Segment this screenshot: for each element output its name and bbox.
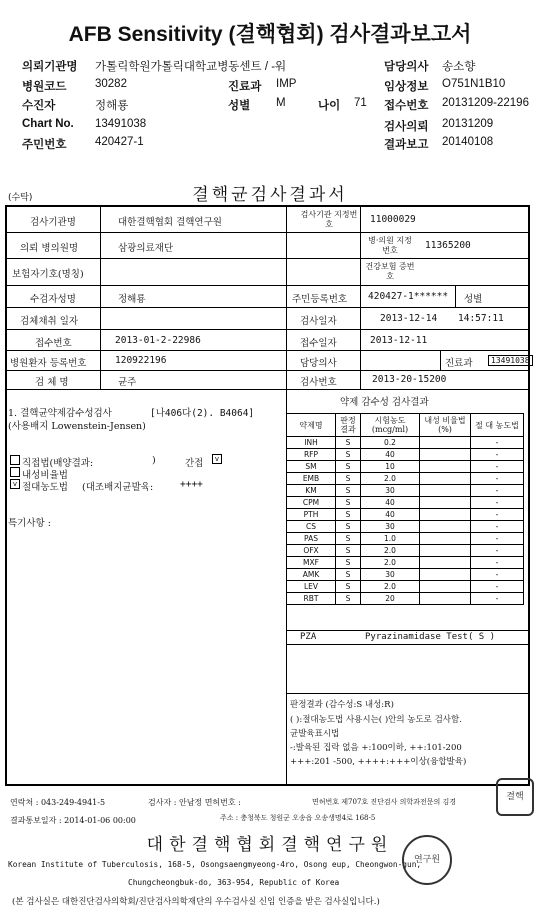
lab-name: 대한결핵협회 결핵연구원 (118, 217, 222, 228)
field-label: 성별 (228, 100, 251, 112)
field-label: 의뢰기관명 (22, 61, 78, 73)
lab-reg: 11000029 (370, 214, 416, 225)
field-value: 가톨릭학원가톨릭대학교병동센트 / -워 (95, 61, 287, 73)
field-label: 진료과 (228, 81, 262, 93)
footer-address-en-2: Chungcheongbuk-do, 363-954, Republic of Korea (128, 878, 340, 887)
special-notes-label: 특기사항 : (8, 518, 51, 529)
drug-row (287, 593, 524, 605)
drug-cell-ratio (420, 497, 471, 509)
hosp-reg-label: 병원환자 등록번호 (10, 358, 87, 369)
drug-cell-abs: - (471, 449, 524, 461)
drug-cell-ratio (420, 509, 471, 521)
drug-cell-result: S (336, 593, 361, 605)
drug-row (287, 545, 524, 557)
divider (5, 258, 530, 259)
field-value: IMP (276, 78, 297, 90)
insurance-label: 보험자기호(명칭) (12, 269, 84, 280)
drug-cell-result: S (336, 557, 361, 569)
field-value: 13491038 (95, 118, 147, 130)
divider (5, 329, 530, 330)
drug-cell-result: S (336, 509, 361, 521)
direct-method-close: ) (152, 455, 156, 466)
test-date-label: 검사일자 (300, 316, 337, 327)
divider (5, 232, 530, 233)
patient-label: 수검자성명 (30, 294, 76, 305)
scan-title: 결핵균검사결과서 (192, 185, 348, 205)
field-value: 정해룡 (95, 100, 129, 112)
divider (5, 350, 530, 351)
drug-cell-result: S (336, 581, 361, 593)
report-title: AFB Sensitivity (결핵협회) 검사결과보고서 (68, 23, 472, 46)
drug-cell-drug: CPM (287, 497, 336, 509)
field-value: 20131209-22196 (442, 97, 529, 109)
drug-cell-result: S (336, 461, 361, 473)
specimen-label: 검 체 명 (35, 377, 69, 388)
report-header-info (0, 54, 540, 154)
lab-name-label: 검사기관명 (30, 217, 76, 228)
ins-cert-label: 건강보험 증번호 (365, 262, 415, 281)
footer-address-en-1: Korean Institute of Tuberculosis, 168-5, Osongsaengmyeong-4ro, Osong eup, Cheongwon-gun, (8, 860, 422, 869)
drug-cell-abs: - (471, 557, 524, 569)
drug-cell-result: S (336, 485, 361, 497)
field-value: 송소향 (442, 61, 476, 73)
drug-cell-ratio (420, 581, 471, 593)
drug-cell-conc: 10 (361, 461, 420, 473)
drug-row (287, 497, 524, 509)
drug-cell-conc: 1.0 (361, 533, 420, 545)
drug-cell-drug: CS (287, 521, 336, 533)
drug-row (287, 581, 524, 593)
form-number: (수탁) (8, 193, 33, 203)
field-value: M (276, 97, 286, 109)
field-value: O751N1B10 (442, 78, 506, 90)
drug-cell-abs: - (471, 593, 524, 605)
drug-cell-conc: 2.0 (361, 581, 420, 593)
drug-cell-result: S (336, 521, 361, 533)
drug-cell-ratio (420, 437, 471, 449)
growth-value: ++++ (180, 479, 203, 490)
drug-cell-conc: 2.0 (361, 557, 420, 569)
drug-cell-conc: 2.0 (361, 473, 420, 485)
exam-no: 2013-20-15200 (372, 374, 447, 385)
drug-cell-drug: RFP (287, 449, 336, 461)
footer-license: 면허번호 제707호 진단검사 의학과전문의 김경 (312, 798, 456, 806)
direct-method-checkbox (10, 455, 20, 465)
legend-2: ( ):절대농도법 사용시는( )안의 농도로 검사함. (290, 715, 462, 725)
field-value: 71 (354, 97, 367, 109)
drug-cell-abs: - (471, 473, 524, 485)
test-time: 14:57:11 (458, 313, 504, 324)
drug-cell-drug: INH (287, 437, 336, 449)
drug-cell-conc: 30 (361, 569, 420, 581)
drug-cell-drug: LEV (287, 581, 336, 593)
sensitivity-table (286, 413, 524, 605)
divider (100, 207, 101, 389)
abs-method-detail: (대조배지균발육: (82, 482, 154, 493)
sex-label: 성별 (464, 294, 483, 305)
divider (5, 285, 530, 286)
col-drug: 약제명 (287, 414, 336, 437)
field-label: 담당의사 (384, 61, 429, 73)
field-label: 검사의뢰 (384, 121, 429, 133)
divider (360, 207, 361, 389)
field-value: 20131209 (442, 118, 494, 130)
drug-cell-drug: AMK (287, 569, 336, 581)
divider (440, 350, 441, 370)
field-label: 임상정보 (384, 81, 429, 93)
test-item-code: [나406다(2). B4064] (150, 408, 255, 419)
round-stamp: 연구원 (402, 835, 452, 885)
exam-no-label: 검사번호 (300, 377, 337, 388)
divider (286, 630, 530, 631)
legend-4: -:발육된 집락 없음 +:100이하, ++:101-200 (290, 743, 462, 753)
drug-cell-conc: 20 (361, 593, 420, 605)
drug-cell-abs: - (471, 581, 524, 593)
lab-reg-label: 검사기관 지정번호 (300, 210, 358, 229)
field-label: 나이 (318, 100, 341, 112)
drug-cell-ratio (420, 461, 471, 473)
drug-cell-result: S (336, 497, 361, 509)
field-value: 420427-1 (95, 136, 144, 148)
doctor-label: 담당의사 (300, 358, 337, 369)
footer-certification: (본 검사실은 대한진단검사의학회/진단검사의학재단의 우수검사실 신임 인증을 받은 검사실입니다.) (12, 897, 380, 907)
sensitivity-title: 약제 감수성 검사결과 (340, 397, 429, 408)
drug-cell-result: S (336, 473, 361, 485)
drug-cell-conc: 2.0 (361, 545, 420, 557)
field-label: 결과보고 (384, 139, 429, 151)
col-ratio: 내성 비율법(%) (420, 414, 471, 437)
collect-date-label: 검체채취 일자 (20, 316, 79, 327)
hosp-reg: 120922196 (115, 355, 167, 366)
drug-cell-drug: MXF (287, 557, 336, 569)
indirect-method-checkbox: v (212, 454, 222, 464)
test-item: 1. 결핵균약제감수성검사 (8, 408, 112, 419)
accept-date: 2013-12-11 (370, 335, 428, 346)
drug-row (287, 437, 524, 449)
drug-cell-abs: - (471, 485, 524, 497)
pza-value: Pyrazinamidase Test( S ) (365, 632, 496, 642)
field-label: 병원코드 (22, 81, 67, 93)
field-label: 수진자 (22, 100, 56, 112)
drug-cell-conc: 30 (361, 485, 420, 497)
field-label: 접수번호 (384, 100, 429, 112)
drug-cell-drug: PTH (287, 509, 336, 521)
drug-cell-abs: - (471, 521, 524, 533)
footer-phone: 연락처 : 043-249-4941-5 (10, 798, 106, 807)
drug-row (287, 461, 524, 473)
drug-cell-result: S (336, 545, 361, 557)
divider (5, 370, 530, 371)
divider (455, 285, 456, 307)
drug-cell-ratio (420, 473, 471, 485)
field-value: 20140108 (442, 136, 494, 148)
accept-no-label: 접수번호 (35, 338, 72, 349)
patient-name: 정해룡 (118, 294, 146, 305)
drug-cell-conc: 0.2 (361, 437, 420, 449)
divider (5, 307, 530, 308)
drug-cell-drug: PAS (287, 533, 336, 545)
drug-cell-ratio (420, 593, 471, 605)
seal-stamp: 결핵 (496, 778, 534, 816)
chart-label: 진료과 (445, 358, 473, 369)
drug-cell-ratio (420, 449, 471, 461)
drug-cell-conc: 40 (361, 449, 420, 461)
drug-cell-ratio (420, 557, 471, 569)
drug-cell-ratio (420, 521, 471, 533)
rrn-label: 주민등록번호 (292, 294, 348, 305)
accept-no: 2013-01-2-22986 (115, 335, 201, 346)
drug-cell-abs: - (471, 437, 524, 449)
drug-cell-conc: 40 (361, 497, 420, 509)
legend-5: +++:201 -500, ++++:+++이상(융합발육) (290, 757, 467, 767)
req-reg: 11365200 (425, 240, 471, 251)
specimen: 균주 (118, 377, 137, 388)
divider (5, 389, 530, 390)
drug-cell-conc: 40 (361, 509, 420, 521)
abs-method-label: 절대농도법 (22, 482, 68, 493)
pza-label: PZA (300, 632, 317, 642)
drug-cell-result: S (336, 569, 361, 581)
ratio-method-checkbox (10, 467, 20, 477)
test-method: (사용배지 Lowenstein-Jensen) (8, 421, 146, 432)
req-reg-label: 병·의원 지정번호 (368, 236, 412, 255)
drug-cell-abs: - (471, 533, 524, 545)
drug-cell-drug: RBT (287, 593, 336, 605)
drug-cell-ratio (420, 545, 471, 557)
indirect-method-label: 간접 (185, 458, 204, 469)
footer-report-date: 결과통보일자 : 2014-01-06 00:00 (10, 816, 136, 825)
legend-3: 균발육표시법 (290, 729, 340, 739)
drug-row (287, 569, 524, 581)
drug-cell-result: S (336, 533, 361, 545)
rrn: 420427-1****** (368, 291, 449, 302)
col-result: 판정 결과 (336, 414, 361, 437)
drug-cell-result: S (336, 437, 361, 449)
field-label: 주민번호 (22, 139, 67, 151)
drug-cell-abs: - (471, 509, 524, 521)
divider (286, 693, 530, 694)
legend-1: 판정결과 (감수성:S 내성:R) (290, 700, 394, 710)
institute-name: 대한결핵협회결핵연구원 (146, 835, 394, 855)
drug-cell-result: S (336, 449, 361, 461)
drug-cell-drug: EMB (287, 473, 336, 485)
drug-cell-ratio (420, 533, 471, 545)
ratio-method-label: 내성비율법 (22, 470, 68, 481)
abs-method-checkbox: v (10, 479, 20, 489)
test-date: 2013-12-14 (380, 313, 438, 324)
field-value: 30282 (95, 78, 127, 90)
drug-cell-drug: OFX (287, 545, 336, 557)
drug-cell-ratio (420, 569, 471, 581)
drug-row (287, 473, 524, 485)
drug-row (287, 557, 524, 569)
req-hosp: 삼광의료재단 (118, 243, 174, 254)
drug-row (287, 449, 524, 461)
req-hosp-label: 의뢰 병의원명 (20, 243, 79, 254)
drug-row (287, 533, 524, 545)
drug-cell-abs: - (471, 545, 524, 557)
drug-row (287, 521, 524, 533)
drug-cell-conc: 30 (361, 521, 420, 533)
footer-address: 주소 : 충청북도 청원군 오송읍 오송생명4로 168-5 (220, 814, 376, 822)
drug-cell-drug: SM (287, 461, 336, 473)
direct-method-label: 직접법(배양결과: (22, 458, 94, 469)
drug-cell-drug: KM (287, 485, 336, 497)
drug-row (287, 485, 524, 497)
drug-cell-ratio (420, 485, 471, 497)
divider (286, 644, 530, 645)
drug-cell-abs: - (471, 569, 524, 581)
drug-cell-abs: - (471, 497, 524, 509)
drug-cell-abs: - (471, 461, 524, 473)
field-label: Chart No. (22, 118, 74, 130)
accept-date-label: 접수일자 (300, 338, 337, 349)
col-conc: 시험농도 (mcg/ml) (361, 414, 420, 437)
drug-row (287, 509, 524, 521)
footer-inspector: 검사자 : 안남정 면허번호 : (148, 798, 241, 807)
chart-no: 13491038 (488, 355, 533, 366)
col-abs: 절 대 농도법 (471, 414, 524, 437)
